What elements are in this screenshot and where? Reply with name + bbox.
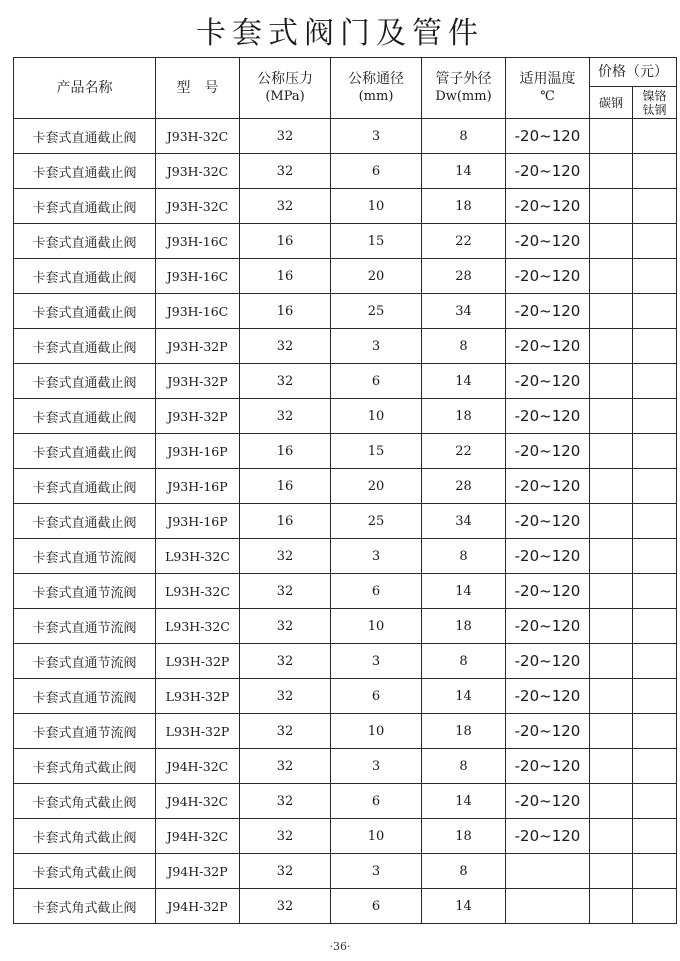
- cell-od: 14: [422, 889, 506, 924]
- cell-od: 8: [422, 749, 506, 784]
- cell-bore: 3: [331, 539, 422, 574]
- cell-price-carbon: [590, 819, 633, 854]
- cell-name: 卡套式直通截止阀: [14, 504, 156, 539]
- cell-pressure: 32: [240, 749, 331, 784]
- cell-name: 卡套式直通截止阀: [14, 399, 156, 434]
- cell-temp: -20~120: [506, 259, 590, 294]
- cell-name: 卡套式直通节流阀: [14, 714, 156, 749]
- cell-temp: [506, 854, 590, 889]
- cell-name: 卡套式直通节流阀: [14, 679, 156, 714]
- table-row: [14, 364, 677, 399]
- cell-model: J93H-32C: [156, 119, 240, 154]
- cell-price-alloy: [633, 854, 677, 889]
- cell-od: 8: [422, 539, 506, 574]
- cell-bore: 10: [331, 399, 422, 434]
- cell-od: 18: [422, 399, 506, 434]
- cell-od: 8: [422, 119, 506, 154]
- cell-od: 22: [422, 434, 506, 469]
- cell-pressure: 32: [240, 889, 331, 924]
- cell-pressure: 32: [240, 574, 331, 609]
- cell-temp: -20~120: [506, 784, 590, 819]
- cell-name: 卡套式直通截止阀: [14, 364, 156, 399]
- header-temp-unit: ℃: [540, 89, 555, 104]
- cell-name: 卡套式直通节流阀: [14, 609, 156, 644]
- cell-model: J93H-32P: [156, 329, 240, 364]
- cell-temp: -20~120: [506, 504, 590, 539]
- header-temp-label: 适用温度: [519, 71, 576, 87]
- header-price: 价格（元）: [590, 58, 677, 87]
- cell-bore: 10: [331, 714, 422, 749]
- table-row: [14, 819, 677, 854]
- cell-bore: 15: [331, 224, 422, 259]
- cell-price-carbon: [590, 574, 633, 609]
- cell-pressure: 16: [240, 294, 331, 329]
- table-row: [14, 189, 677, 224]
- table-row: [14, 889, 677, 924]
- cell-price-alloy: [633, 259, 677, 294]
- cell-price-alloy: [633, 574, 677, 609]
- cell-bore: 6: [331, 889, 422, 924]
- cell-name: 卡套式角式截止阀: [14, 889, 156, 924]
- spec-table: [13, 57, 677, 924]
- cell-price-alloy: [633, 679, 677, 714]
- cell-od: 14: [422, 364, 506, 399]
- cell-price-carbon: [590, 259, 633, 294]
- cell-price-carbon: [590, 154, 633, 189]
- cell-temp: -20~120: [506, 714, 590, 749]
- cell-temp: -20~120: [506, 749, 590, 784]
- cell-temp: -20~120: [506, 679, 590, 714]
- cell-model: J93H-32P: [156, 399, 240, 434]
- cell-temp: -20~120: [506, 539, 590, 574]
- cell-price-carbon: [590, 784, 633, 819]
- page-number: ·36·: [329, 940, 351, 953]
- cell-name: 卡套式直通截止阀: [14, 224, 156, 259]
- cell-pressure: 32: [240, 714, 331, 749]
- cell-bore: 3: [331, 119, 422, 154]
- table-row: [14, 224, 677, 259]
- header-model: 型 号: [156, 58, 240, 119]
- table-row: [14, 504, 677, 539]
- cell-price-carbon: [590, 539, 633, 574]
- header-name: 产品名称: [14, 58, 156, 119]
- cell-pressure: 16: [240, 259, 331, 294]
- cell-price-alloy: [633, 749, 677, 784]
- cell-name: 卡套式角式截止阀: [14, 749, 156, 784]
- table-row: [14, 259, 677, 294]
- cell-temp: -20~120: [506, 644, 590, 679]
- cell-pressure: 32: [240, 154, 331, 189]
- cell-name: 卡套式直通截止阀: [14, 469, 156, 504]
- table-row: [14, 574, 677, 609]
- cell-pressure: 16: [240, 504, 331, 539]
- cell-model: L93H-32P: [156, 644, 240, 679]
- cell-price-carbon: [590, 679, 633, 714]
- cell-bore: 15: [331, 434, 422, 469]
- cell-bore: 10: [331, 819, 422, 854]
- cell-price-alloy: [633, 784, 677, 819]
- cell-od: 8: [422, 644, 506, 679]
- cell-od: 28: [422, 259, 506, 294]
- cell-od: 34: [422, 504, 506, 539]
- cell-temp: -20~120: [506, 294, 590, 329]
- cell-price-carbon: [590, 434, 633, 469]
- header-pressure-unit: (MPa): [265, 89, 305, 104]
- cell-name: 卡套式直通截止阀: [14, 119, 156, 154]
- cell-temp: -20~120: [506, 609, 590, 644]
- table-row: [14, 854, 677, 889]
- cell-model: J94H-32C: [156, 749, 240, 784]
- header-pressure: [240, 58, 331, 119]
- cell-bore: 25: [331, 504, 422, 539]
- cell-name: 卡套式直通截止阀: [14, 434, 156, 469]
- cell-price-alloy: [633, 714, 677, 749]
- cell-od: 14: [422, 784, 506, 819]
- cell-model: J94H-32C: [156, 819, 240, 854]
- cell-price-alloy: [633, 644, 677, 679]
- table-body: [14, 119, 677, 924]
- cell-model: L93H-32P: [156, 679, 240, 714]
- table-row: [14, 714, 677, 749]
- cell-pressure: 32: [240, 189, 331, 224]
- table-row: [14, 539, 677, 574]
- cell-bore: 3: [331, 749, 422, 784]
- cell-price-carbon: [590, 189, 633, 224]
- cell-pressure: 32: [240, 329, 331, 364]
- cell-price-carbon: [590, 469, 633, 504]
- header-price-carbon: 碳钢: [590, 87, 633, 119]
- cell-model: J94H-32P: [156, 854, 240, 889]
- header-bore-unit: (mm): [358, 89, 394, 104]
- header-od-label: 管子外径: [435, 71, 492, 87]
- cell-price-alloy: [633, 609, 677, 644]
- cell-bore: 6: [331, 574, 422, 609]
- cell-bore: 3: [331, 644, 422, 679]
- cell-od: 22: [422, 224, 506, 259]
- cell-pressure: 32: [240, 539, 331, 574]
- header-pressure-label: 公称压力: [257, 71, 313, 87]
- cell-price-carbon: [590, 364, 633, 399]
- cell-temp: -20~120: [506, 399, 590, 434]
- header-bore-label: 公称通径: [348, 71, 404, 87]
- cell-price-alloy: [633, 434, 677, 469]
- cell-price-alloy: [633, 329, 677, 364]
- cell-price-carbon: [590, 294, 633, 329]
- cell-model: L93H-32C: [156, 539, 240, 574]
- cell-pressure: 32: [240, 819, 331, 854]
- page-title: 卡套式阀门及管件: [196, 16, 484, 51]
- cell-od: 14: [422, 154, 506, 189]
- table-row: [14, 679, 677, 714]
- cell-price-alloy: [633, 189, 677, 224]
- cell-price-carbon: [590, 714, 633, 749]
- cell-pressure: 32: [240, 784, 331, 819]
- table-row: [14, 644, 677, 679]
- cell-name: 卡套式直通截止阀: [14, 154, 156, 189]
- cell-model: J93H-16P: [156, 504, 240, 539]
- cell-bore: 3: [331, 329, 422, 364]
- cell-name: 卡套式直通截止阀: [14, 329, 156, 364]
- cell-price-carbon: [590, 504, 633, 539]
- table-row: [14, 749, 677, 784]
- cell-model: J93H-16C: [156, 294, 240, 329]
- cell-pressure: 16: [240, 469, 331, 504]
- cell-model: J93H-32P: [156, 364, 240, 399]
- table-row: [14, 609, 677, 644]
- cell-price-carbon: [590, 399, 633, 434]
- cell-name: 卡套式直通节流阀: [14, 644, 156, 679]
- header-price-alloy-line1: 镍铬: [642, 88, 667, 103]
- header-bore: [331, 58, 422, 119]
- table-row: [14, 329, 677, 364]
- cell-model: L93H-32P: [156, 714, 240, 749]
- cell-od: 18: [422, 609, 506, 644]
- header-od: [422, 58, 506, 119]
- cell-name: 卡套式直通节流阀: [14, 574, 156, 609]
- header-temp: [506, 58, 590, 119]
- cell-pressure: 32: [240, 364, 331, 399]
- cell-pressure: 32: [240, 854, 331, 889]
- cell-price-carbon: [590, 749, 633, 784]
- cell-price-alloy: [633, 119, 677, 154]
- cell-bore: 20: [331, 259, 422, 294]
- cell-od: 28: [422, 469, 506, 504]
- cell-temp: -20~120: [506, 189, 590, 224]
- cell-pressure: 32: [240, 609, 331, 644]
- cell-price-alloy: [633, 294, 677, 329]
- cell-bore: 6: [331, 154, 422, 189]
- cell-temp: -20~120: [506, 364, 590, 399]
- cell-od: 34: [422, 294, 506, 329]
- header-price-alloy-line2: 钛钢: [642, 102, 667, 117]
- cell-bore: 10: [331, 609, 422, 644]
- cell-temp: [506, 889, 590, 924]
- table-row: [14, 399, 677, 434]
- cell-name: 卡套式直通节流阀: [14, 539, 156, 574]
- cell-name: 卡套式角式截止阀: [14, 784, 156, 819]
- cell-price-carbon: [590, 609, 633, 644]
- cell-od: 18: [422, 189, 506, 224]
- cell-bore: 6: [331, 784, 422, 819]
- cell-od: 8: [422, 329, 506, 364]
- cell-temp: -20~120: [506, 469, 590, 504]
- cell-price-alloy: [633, 889, 677, 924]
- cell-model: J93H-32C: [156, 154, 240, 189]
- cell-bore: 25: [331, 294, 422, 329]
- cell-price-carbon: [590, 644, 633, 679]
- cell-price-alloy: [633, 364, 677, 399]
- cell-temp: -20~120: [506, 119, 590, 154]
- cell-bore: 6: [331, 679, 422, 714]
- cell-temp: -20~120: [506, 819, 590, 854]
- cell-od: 14: [422, 574, 506, 609]
- cell-model: J93H-16C: [156, 259, 240, 294]
- cell-price-alloy: [633, 154, 677, 189]
- cell-temp: -20~120: [506, 434, 590, 469]
- cell-model: L93H-32C: [156, 609, 240, 644]
- cell-temp: -20~120: [506, 154, 590, 189]
- cell-price-carbon: [590, 329, 633, 364]
- cell-pressure: 16: [240, 434, 331, 469]
- cell-bore: 3: [331, 854, 422, 889]
- cell-price-carbon: [590, 889, 633, 924]
- table-row: [14, 784, 677, 819]
- cell-model: J94H-32P: [156, 889, 240, 924]
- cell-model: J93H-16C: [156, 224, 240, 259]
- table-row: [14, 154, 677, 189]
- cell-price-alloy: [633, 504, 677, 539]
- cell-model: L93H-32C: [156, 574, 240, 609]
- cell-pressure: 16: [240, 224, 331, 259]
- cell-bore: 6: [331, 364, 422, 399]
- cell-model: J94H-32C: [156, 784, 240, 819]
- cell-price-alloy: [633, 469, 677, 504]
- cell-model: J93H-16P: [156, 469, 240, 504]
- cell-model: J93H-32C: [156, 189, 240, 224]
- cell-od: 14: [422, 679, 506, 714]
- cell-model: J93H-16P: [156, 434, 240, 469]
- header-price-alloy: [633, 87, 677, 119]
- cell-od: 18: [422, 819, 506, 854]
- cell-name: 卡套式角式截止阀: [14, 854, 156, 889]
- cell-pressure: 32: [240, 644, 331, 679]
- cell-price-alloy: [633, 224, 677, 259]
- cell-name: 卡套式直通截止阀: [14, 189, 156, 224]
- cell-name: 卡套式角式截止阀: [14, 819, 156, 854]
- table-row: [14, 294, 677, 329]
- cell-temp: -20~120: [506, 329, 590, 364]
- cell-price-carbon: [590, 119, 633, 154]
- cell-price-carbon: [590, 224, 633, 259]
- table-row: [14, 119, 677, 154]
- cell-pressure: 32: [240, 119, 331, 154]
- cell-price-alloy: [633, 819, 677, 854]
- cell-temp: -20~120: [506, 574, 590, 609]
- cell-pressure: 32: [240, 679, 331, 714]
- cell-price-alloy: [633, 539, 677, 574]
- table-row: [14, 469, 677, 504]
- table-row: [14, 434, 677, 469]
- cell-od: 18: [422, 714, 506, 749]
- cell-bore: 20: [331, 469, 422, 504]
- cell-name: 卡套式直通截止阀: [14, 259, 156, 294]
- cell-temp: -20~120: [506, 224, 590, 259]
- header-od-unit: Dw(mm): [435, 89, 492, 104]
- cell-od: 8: [422, 854, 506, 889]
- cell-bore: 10: [331, 189, 422, 224]
- cell-price-alloy: [633, 399, 677, 434]
- cell-name: 卡套式直通截止阀: [14, 294, 156, 329]
- cell-price-carbon: [590, 854, 633, 889]
- cell-pressure: 32: [240, 399, 331, 434]
